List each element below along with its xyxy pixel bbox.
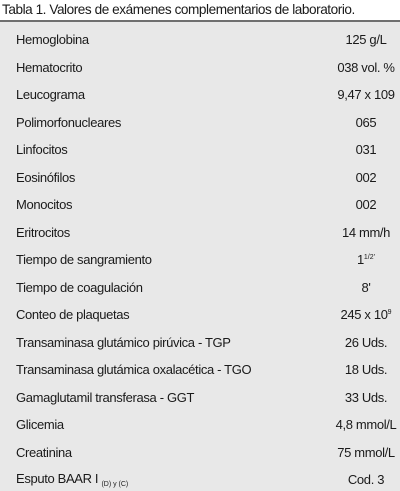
row-name: Leucograma [16, 87, 85, 103]
row-value: 26 Uds. [344, 334, 388, 350]
table-row [0, 301, 400, 329]
row-name: Tiempo de sangramiento [16, 252, 152, 268]
row-name: Monocitos [16, 197, 73, 213]
table-row [0, 219, 400, 247]
table-row [0, 54, 400, 82]
row-name: Tiempo de coagulación [16, 279, 143, 295]
table-row [0, 466, 400, 491]
row-name: Creatinina [16, 444, 72, 460]
row-name: Transaminasa glutámica oxalacética - TGO [16, 362, 252, 378]
row-value-main: 1 [357, 252, 364, 268]
row-value: 038 vol. % [337, 59, 395, 75]
lab-results-table [0, 20, 400, 491]
row-value: 33 Uds. [344, 389, 388, 405]
row-name: Hematocrito [16, 59, 83, 75]
row-name: Transaminasa glutámico pirúvica - TGP [16, 334, 231, 350]
row-value [316, 246, 400, 274]
row-name [0, 466, 316, 491]
table-row [0, 439, 400, 467]
table-row [0, 191, 400, 219]
table-row [0, 329, 400, 357]
row-name: Gamaglutamil transferasa - GGT [16, 389, 195, 405]
row-name: Hemoglobina [16, 32, 89, 48]
table-row [0, 136, 400, 164]
row-value: 18 Uds. [344, 362, 388, 378]
row-value-superscript: 1/2' [363, 254, 375, 262]
row-name: Glicemia [16, 417, 64, 433]
table-row [0, 274, 400, 302]
row-value: 9,47 x 109 [337, 87, 395, 103]
row-value: 002 [355, 197, 377, 213]
row-name: Conteo de plaquetas [16, 307, 130, 323]
table-row [0, 356, 400, 384]
row-value: Cod. 3 [347, 472, 385, 488]
row-name: Eosinófilos [16, 169, 76, 185]
table-row [0, 81, 400, 109]
row-value-main: 245 x 10 [340, 307, 388, 323]
row-value [316, 301, 400, 329]
row-name: Polimorfonucleares [16, 114, 121, 130]
row-name-subscript: (D) y (C) [101, 481, 129, 489]
row-name-main: Esputo BAAR I [16, 471, 99, 487]
table-row [0, 384, 400, 412]
row-name: Linfocitos [16, 142, 68, 158]
row-value: 8' [361, 279, 371, 295]
table-caption: Tabla 1. Valores de exámenes complementarios de laboratorio. [2, 2, 355, 17]
row-name: Eritrocitos [16, 224, 70, 240]
table-row [0, 109, 400, 137]
row-value: 4,8 mmol/L [335, 417, 397, 433]
row-value: 031 [355, 142, 377, 158]
table-row [0, 164, 400, 192]
row-value: 75 mmol/L [337, 444, 395, 460]
row-value: 125 g/L [345, 32, 387, 48]
row-value-superscript: 9 [387, 309, 392, 317]
table-row [0, 411, 400, 439]
row-value: 002 [355, 169, 377, 185]
table-row [0, 246, 400, 274]
row-value: 065 [355, 114, 377, 130]
row-value: 14 mm/h [341, 224, 391, 240]
table-row [0, 26, 400, 54]
